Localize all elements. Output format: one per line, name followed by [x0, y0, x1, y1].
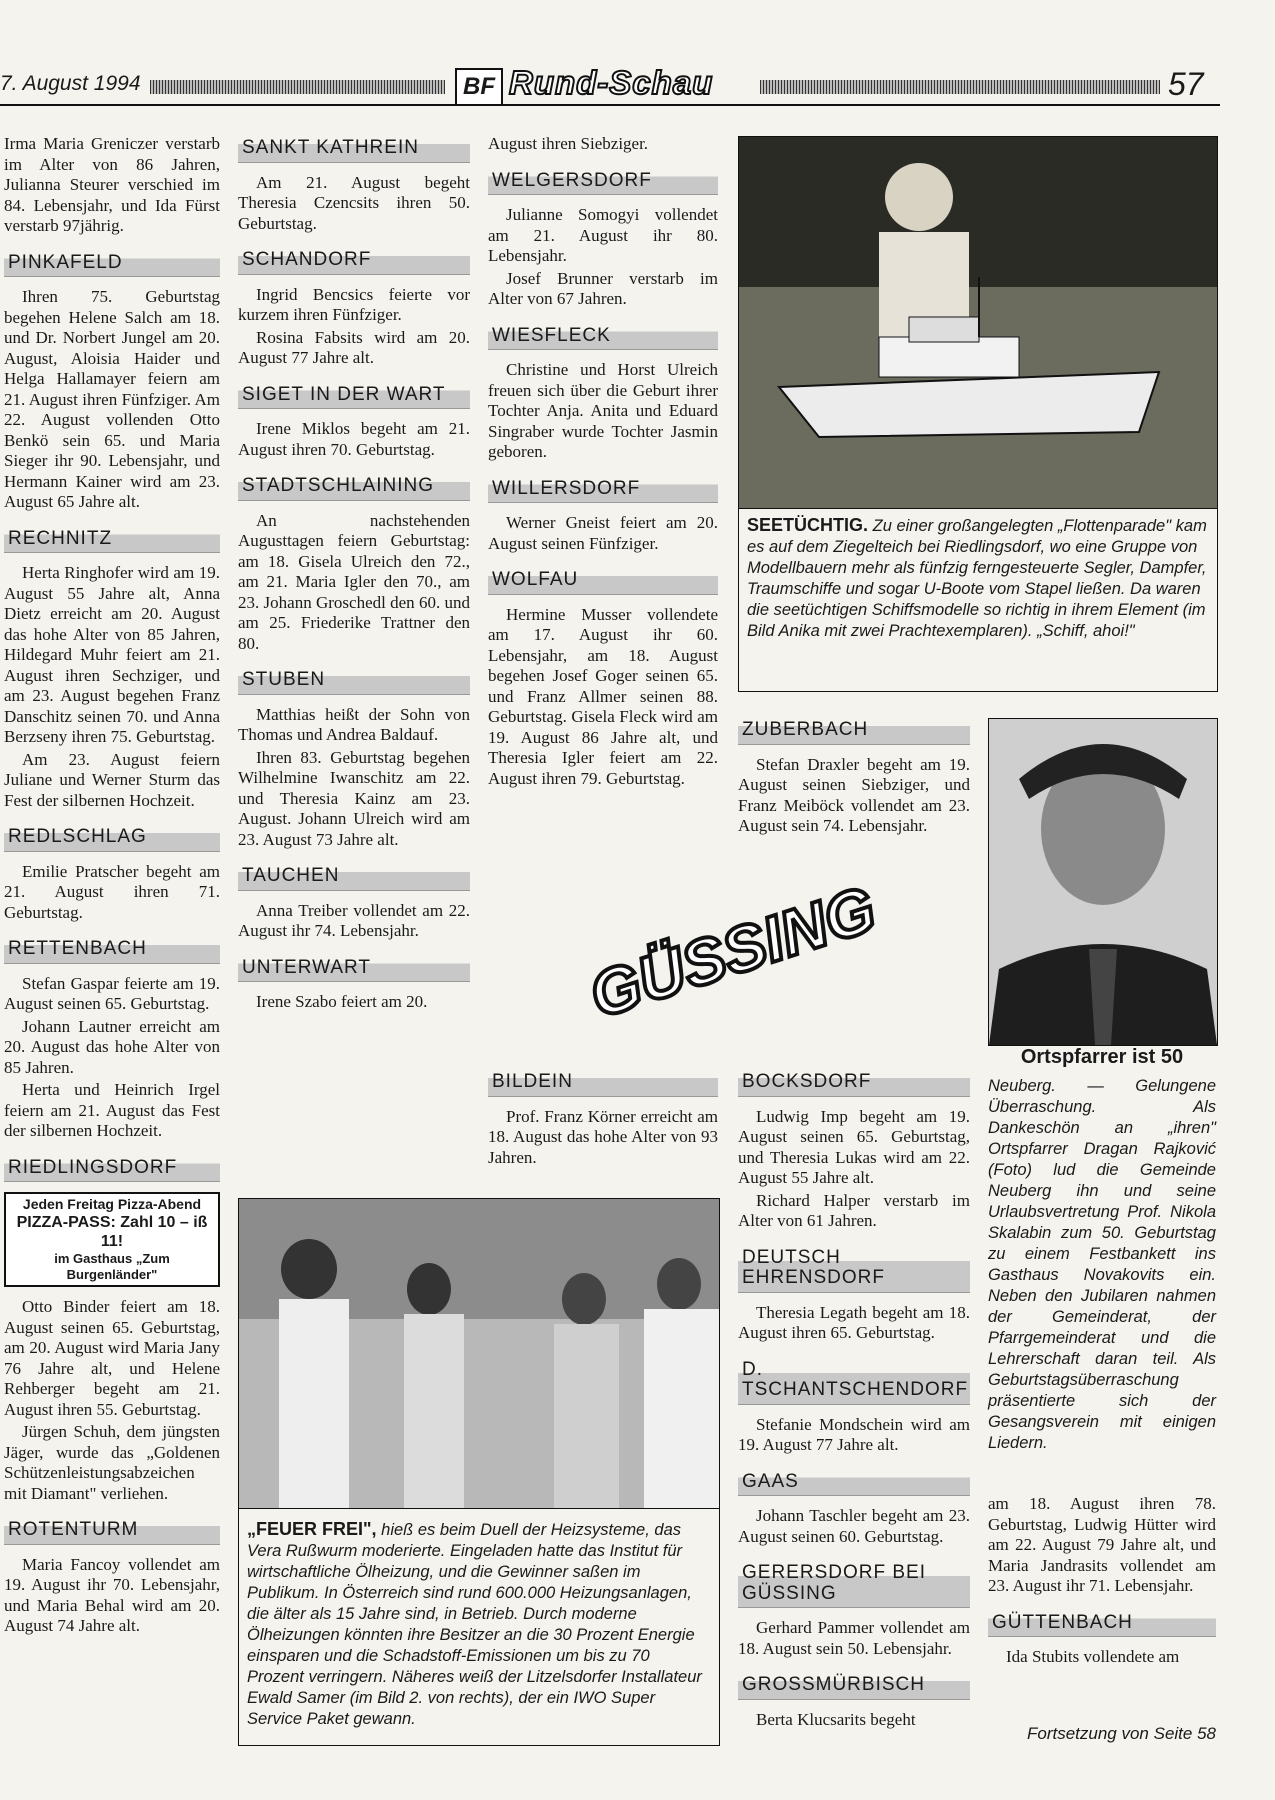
column-2	[238, 134, 470, 1015]
article-text: August ihren Siebziger.	[488, 134, 649, 153]
section-title: D. TSCHANTSCHENDORF	[738, 1356, 970, 1405]
ship-photo	[738, 136, 1218, 510]
caption-head: SEETÜCHTIG.	[747, 515, 869, 535]
issue-date: 7. August 1994	[0, 72, 141, 95]
article-text: Ihren 75. Geburtstag begehen Helene Salch am 18. und Dr. Norbert Jungel am 20. August, Aloisia Haider und Helga Hallamayer feiern am 21. August ihren Fünfziger. Am 22. August vollenden Otto Benkö sein 65. und Maria Sieger ihr 90. Lebensjahr, und Hermann Kainer wird am 23. August 65 Jahre alt.	[4, 287, 220, 511]
article-text: Emilie Pratscher begeht am 21. August ihren 71. Geburtstag.	[4, 861, 220, 922]
ad-line: im Gasthaus „Zum Burgenländer"	[54, 1251, 170, 1282]
article-text: Maria Fancoy vollendet am 19. August ihr 70. Lebensjahr, und Maria Behal wird am 20. August 74 Jahre alt.	[4, 1554, 220, 1635]
ship-caption-box	[738, 508, 1218, 692]
column-6	[988, 1494, 1216, 1670]
section-title: STUBEN	[238, 666, 470, 695]
article-text: Berta Klucsarits begeht	[756, 1709, 916, 1729]
article-text: Am 21. August begeht Theresia Czencsits ihren 50. Geburtstag.	[238, 172, 470, 233]
priest-photo-image	[989, 719, 1217, 1045]
column-5	[738, 1068, 970, 1732]
logo-bf: BF	[455, 68, 503, 106]
section-title: ROTENTURM	[4, 1516, 220, 1545]
page-number: 57	[1168, 66, 1204, 102]
continued-note: Fortsetzung von Seite 58	[1026, 1724, 1216, 1743]
section-title: GAAS	[738, 1468, 970, 1497]
article-text: Theresia Legath begeht am 18. August ihren 65. Geburtstag.	[738, 1302, 970, 1342]
article-text: Ingrid Bencsics feierte vor kurzem ihren Fünfziger.	[238, 284, 470, 324]
article-text: Hermine Musser vollendete am 17. August ihr 60. Lebensjahr, am 18. August begehen Josef Goger seinen 65. und Franz Allmer seinen 88. Geburtstag. Gisela Fleck wird am 19. August 86 Jahre alt, und Theresia Igler feiert am 22. August ihren 79. Geburtstag.	[488, 604, 718, 788]
article-text: Stefan Draxler begeht am 19. August seinen Siebziger, und Franz Meiböck vollendet am 23. August sein 74. Lebensjahr.	[738, 754, 970, 835]
zuberbach-article	[738, 716, 970, 839]
article-text: Am 23. August feiern Juliane und Werner Sturm das Fest der silbernen Hochzeit.	[4, 749, 220, 810]
section-title: STADTSCHLAINING	[238, 472, 470, 501]
ship-photo-image	[739, 137, 1217, 509]
article-text: Josef Brunner verstarb im Alter von 67 Jahren.	[488, 268, 718, 308]
guessing-stamp: GÜSSING	[581, 872, 885, 1032]
section-title: DEUTSCH EHRENSDORF	[738, 1244, 970, 1293]
article-text: An nachstehenden Augusttagen feiern Geburtstag: am 18. Gisela Ulreich den 72., am 21. Maria Igler den 70., am 23. Johann Groschedl den 60. und am 25. Friederike Trattner den 80.	[238, 510, 470, 653]
section-title: ZUBERBACH	[738, 716, 970, 745]
article-text: Julianne Somogyi vollendet am 21. August ihr 80. Lebensjahr.	[488, 205, 718, 265]
article-text: Herta und Heinrich Irgel feiern am 21. August das Fest der silbernen Hochzeit.	[4, 1080, 220, 1140]
header-divider	[0, 104, 1220, 106]
pfarrer-text: Neuberg. — Gelungene Überraschung. Als Dankeschön an „ihren" Ortspfarrer Dragan Rajković (Foto) lud die Gemeinde Neuberg ihn und seine Urlaubsvertretung Prof. Nikola Skalabin zum 50. Geburtstag zu einem Festbankett ins Gasthaus Novakovits ein. Neben den Jubilaren nahmen der Gemeinderat, der Pfarrgemeinderat und die Lehrerschaft daran teil. Als Geburtstagsüberraschung präsentierte sich der Gesangsverein mit einigen Liedern.	[988, 1077, 1216, 1452]
section-title: RIEDLINGSDORF	[4, 1154, 220, 1183]
section-title: GROSSMÜRBISCH	[738, 1671, 970, 1700]
section-title: UNTERWART	[238, 954, 470, 983]
ad-line: PIZZA-PASS: Zahl 10 – iß 11!	[16, 1214, 208, 1250]
article-text: Ludwig Imp begeht am 19. August seinen 65. Geburtstag, und Theresia Lukas wird am 22. August 55 Jahre alt.	[738, 1106, 970, 1187]
article-text: Gerhard Pammer vollendet am 18. August sein 50. Lebensjahr.	[738, 1618, 970, 1658]
ship-caption	[747, 515, 1209, 642]
article-text: Prof. Franz Körner erreicht am 18. August das hohe Alter von 93 Jahren.	[488, 1106, 718, 1167]
ad-line: Jeden Freitag Pizza-Abend	[22, 1196, 202, 1212]
section-title: WOLFAU	[488, 566, 718, 595]
masthead-logo	[455, 66, 755, 106]
article-text: Ida Stubits vollendete am	[1006, 1647, 1180, 1666]
caption-text: hieß es beim Duell der Heizsysteme, das Vera Rußwurm moderierte. Eingeladen hatte das Institut für wirtschaftliche Ölheizung, und die Gewinner saßen im Publikum. In Österreich sind rund 600.000 Heizungsanlagen, die älter als 15 Jahre sind, in Betrieb. Durch moderne Ölheizungen könnten ihre Besitzer an die 30 Prozent Energie einsparen und die Schadstoff-Emissionen um bis zu 70 Prozent verringern. Näheres weiß der Litzelsdorfer Installateur Ewald Samer (im Bild 2. von rechts), der ein IWO Super Service Paket gewann.	[247, 1521, 702, 1728]
section-title: WELGERSDORF	[488, 167, 718, 196]
section-title: SCHANDORF	[238, 246, 470, 275]
article-text: Rosina Fabsits wird am 20. August 77 Jahre alt.	[238, 327, 470, 367]
section-title: GERERSDORF BEI GÜSSING	[738, 1559, 970, 1608]
priest-photo	[988, 718, 1218, 1046]
article-text: Stefan Gaspar feierte am 19. August seinen 65. Geburtstag.	[4, 973, 220, 1013]
header-rule-right	[760, 80, 1160, 94]
bildein-article	[488, 1068, 718, 1170]
section-title: TAUCHEN	[238, 862, 470, 891]
article-text: Richard Halper verstarb im Alter von 61 Jahren.	[738, 1190, 970, 1230]
article-text: Anna Treiber vollendet am 22. August ihr 74. Lebensjahr.	[238, 900, 470, 940]
section-title: RECHNITZ	[4, 525, 220, 554]
section-title: REDLSCHLAG	[4, 823, 220, 852]
section-title: BILDEIN	[488, 1068, 718, 1097]
caption-head: „FEUER FREI",	[247, 1519, 377, 1539]
feuer-frei-photo	[238, 1198, 720, 1510]
feuer-caption-box	[238, 1508, 720, 1746]
article-text: Herta Ringhofer wird am 19. August 55 Jahre alt, Anna Dietz erreicht am 20. August das hohe Alter von 85 Jahren, Hildegard Muhr feiert am 21. August ihren Sechziger, und am 23. August begehen Franz Danschitz seinen 70. und Anna Berzseny ihren 75. Geburtstag.	[4, 563, 220, 746]
caption-text: Zu einer großangelegten „Flottenparade" kam es auf dem Ziegelteich bei Riedlingsdorf, wo eine Gruppe von Modellbauern mehr als fünfzig ferngesteuerte Segler, Dampfer, Traumschiffe und sogar U-Boote vom Stapel ließen. Da waren die seetüchtigen Schiffsmodelle so richtig in ihrem Element (im Bild Anika mit zwei Prachtexemplaren). „Schiff, ahoi!"	[747, 517, 1207, 640]
article-text: Irene Szabo feiert am 20.	[256, 992, 428, 1011]
article-text: Johann Lautner erreicht am 20. August das hohe Alter von 85 Jahren.	[4, 1016, 220, 1077]
section-title: PINKAFELD	[4, 249, 220, 278]
section-title: GÜTTENBACH	[988, 1609, 1216, 1638]
article-text: Johann Taschler begeht am 23. August seinen 60. Geburtstag.	[738, 1506, 970, 1546]
logo-title: Rund-Schau	[509, 64, 714, 101]
pizza-ad	[4, 1192, 220, 1287]
article-text: Irene Miklos begeht am 21. August ihren 70. Geburtstag.	[238, 419, 470, 459]
section-title: WILLERSDORF	[488, 475, 718, 504]
column-3	[488, 134, 718, 791]
article-text: Christine und Horst Ulreich freuen sich über die Geburt ihrer Tochter Anja. Anita und Eduard Singraber wurde Tochter Jasmin geboren.	[488, 360, 718, 461]
feuer-caption	[247, 1519, 711, 1730]
article-text: Otto Binder feiert am 18. August seinen 65. Geburtstag, am 20. August wird Maria Jany 76 Jahre alt, und Helene Rehberger begeht am 21. August ihren 55. Geburtstag.	[4, 1297, 220, 1419]
article-text: Matthias heißt der Sohn von Thomas und Andrea Baldauf.	[238, 704, 470, 744]
pfarrer-headline: Ortspfarrer ist 50	[1020, 1046, 1184, 1068]
article-text: Ihren 83. Geburtstag begehen Wilhelmine Iwanschitz am 22. und Theresia Kainz am 23. August. Johann Ulreich wird am 23. August 73 Jahre alt.	[238, 747, 470, 849]
article-text: Werner Gneist feiert am 20. August seinen Fünfziger.	[488, 513, 718, 553]
article-text: Irma Maria Greniczer verstarb im Alter von 86 Jahren, Julianna Steurer verschied im 84. Lebensjahr, und Ida Fürst verstarb 97jährig.	[4, 134, 220, 235]
article-text: Jürgen Schuh, dem jüngsten Jäger, wurde das „Goldenen Schützenleistungsabzeichen mit Diamant" verliehen.	[4, 1422, 220, 1503]
header-rule-left	[150, 80, 445, 94]
article-text: Stefanie Mondschein wird am 19. August 77 Jahre alt.	[738, 1414, 970, 1454]
section-title: SIGET IN DER WART	[238, 381, 470, 410]
section-title: SANKT KATHREIN	[238, 134, 470, 163]
feuer-frei-photo-image	[239, 1199, 719, 1509]
article-text: am 18. August ihren 78. Geburtstag, Ludwig Hütter wird am 22. August 79 Jahre alt, und Maria Jandrasits vollendet am 23. August ihr 71. Lebensjahr.	[988, 1494, 1216, 1595]
column-1	[4, 134, 220, 1639]
section-title: BOCKSDORF	[738, 1068, 970, 1097]
section-title: WIESFLECK	[488, 322, 718, 351]
section-title: RETTENBACH	[4, 935, 220, 964]
